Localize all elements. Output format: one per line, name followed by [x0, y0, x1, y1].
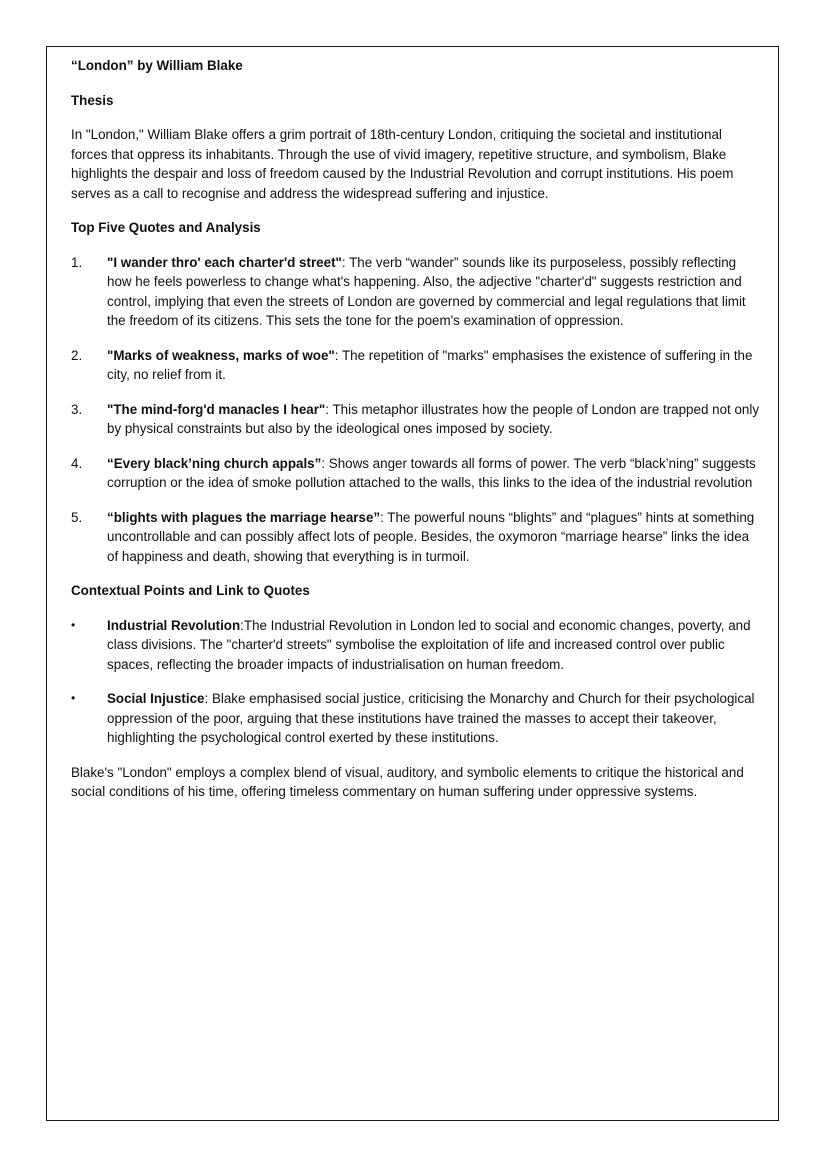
quote-item: [71, 400, 761, 439]
quote-item: [71, 454, 761, 493]
quote-analysis: : The verb “wander” sounds like its purposeless, possibly reflecting how he feels powerless to change what's happening. Also, the adjective "charter'd" suggests restriction and control, implying that even the streets of London are governed by commercial and legal regulations that limit the freedom of its citizens. This sets the tone for the poem's examination of oppression.: [107, 254, 746, 328]
quote-analysis: : Shows anger towards all forms of power. The verb “black’ning” suggests corruption or the idea of smoke pollution attached to the walls, this links to the idea of the industrial revolution: [107, 455, 756, 490]
quote-body: [107, 454, 761, 493]
quote-body: [107, 508, 761, 567]
context-item: [71, 689, 761, 748]
quote-analysis: : The repetition of "marks" emphasises the existence of suffering in the city, no relief from it.: [107, 347, 753, 382]
quote-body: [107, 346, 761, 385]
context-body: [107, 616, 761, 675]
context-term: Social Injustice: [107, 691, 205, 706]
document-title: “London” by William Blake: [71, 58, 243, 73]
quotes-heading: Top Five Quotes and Analysis: [71, 220, 261, 235]
bullet-icon: •: [71, 691, 76, 705]
conclusion-paragraph: Blake's "London" employs a complex blend of visual, auditory, and symbolic elements to critique the historical and social conditions of his time, offering timeless commentary on human suffering under oppressive systems.: [71, 764, 744, 799]
quote-number: 2.: [71, 347, 83, 363]
quote-text: "I wander thro' each charter'd street": [107, 254, 342, 270]
quote-item: [71, 346, 761, 385]
quote-text: “blights with plagues the marriage hearse”: [107, 509, 381, 525]
quotes-list: [71, 253, 761, 567]
quote-text: “Every black’ning church appals”: [107, 455, 322, 471]
quote-text: "The mind-forg'd manacles I hear": [107, 401, 326, 417]
document-body: [71, 56, 761, 817]
bullet-icon: •: [71, 617, 76, 632]
context-item: [71, 616, 761, 675]
quote-analysis: : The powerful nouns “blights” and “plagues” hints at something uncontrollable and can possibly affect lots of people. Besides, the oxymoron “marriage hearse” links the idea of happiness and death, showing that everything is in turmoil.: [107, 509, 755, 564]
context-text: :The Industrial Revolution in London led to social and economic changes, poverty, and class divisions. The "charter'd streets" symbolise the exploitation of life and increased control over public spaces, reflecting the broader impacts of industrialisation on human freedom.: [107, 617, 751, 672]
quote-body: [107, 253, 761, 331]
quote-number: 1.: [71, 254, 83, 270]
quote-analysis: : This metaphor illustrates how the people of London are trapped not only by physical constraints but also by the ideological ones imposed by society.: [107, 401, 760, 436]
quote-item: [71, 508, 761, 567]
quote-text: "Marks of weakness, marks of woe": [107, 347, 335, 363]
quote-number: 5.: [71, 509, 83, 525]
thesis-heading: Thesis: [71, 92, 114, 108]
quote-item: [71, 253, 761, 331]
thesis-paragraph: In "London," William Blake offers a grim portrait of 18th-century London, critiquing the societal and institutional forces that oppress its inhabitants. Through the use of vivid imagery, repetitive structure, and symbolism, Blake highlights the despair and loss of freedom caused by the Industrial Revolution and corrupt institutions. His poem serves as a call to recognise and address the widespread suffering and injustice.: [71, 127, 734, 201]
context-term: Industrial Revolution: [107, 617, 241, 633]
context-list: [71, 616, 761, 748]
quote-number: 4.: [71, 455, 83, 471]
context-body: [107, 689, 761, 748]
context-text: : Blake emphasised social justice, criticising the Monarchy and Church for their psychological oppression of the poor, arguing that these institutions have trained the masses to accept their takeover, highlighting the psychological control exerted by these institutions.: [107, 691, 755, 745]
quote-number: 3.: [71, 401, 83, 417]
context-heading: Contextual Points and Link to Quotes: [71, 583, 310, 598]
quote-body: [107, 400, 761, 439]
